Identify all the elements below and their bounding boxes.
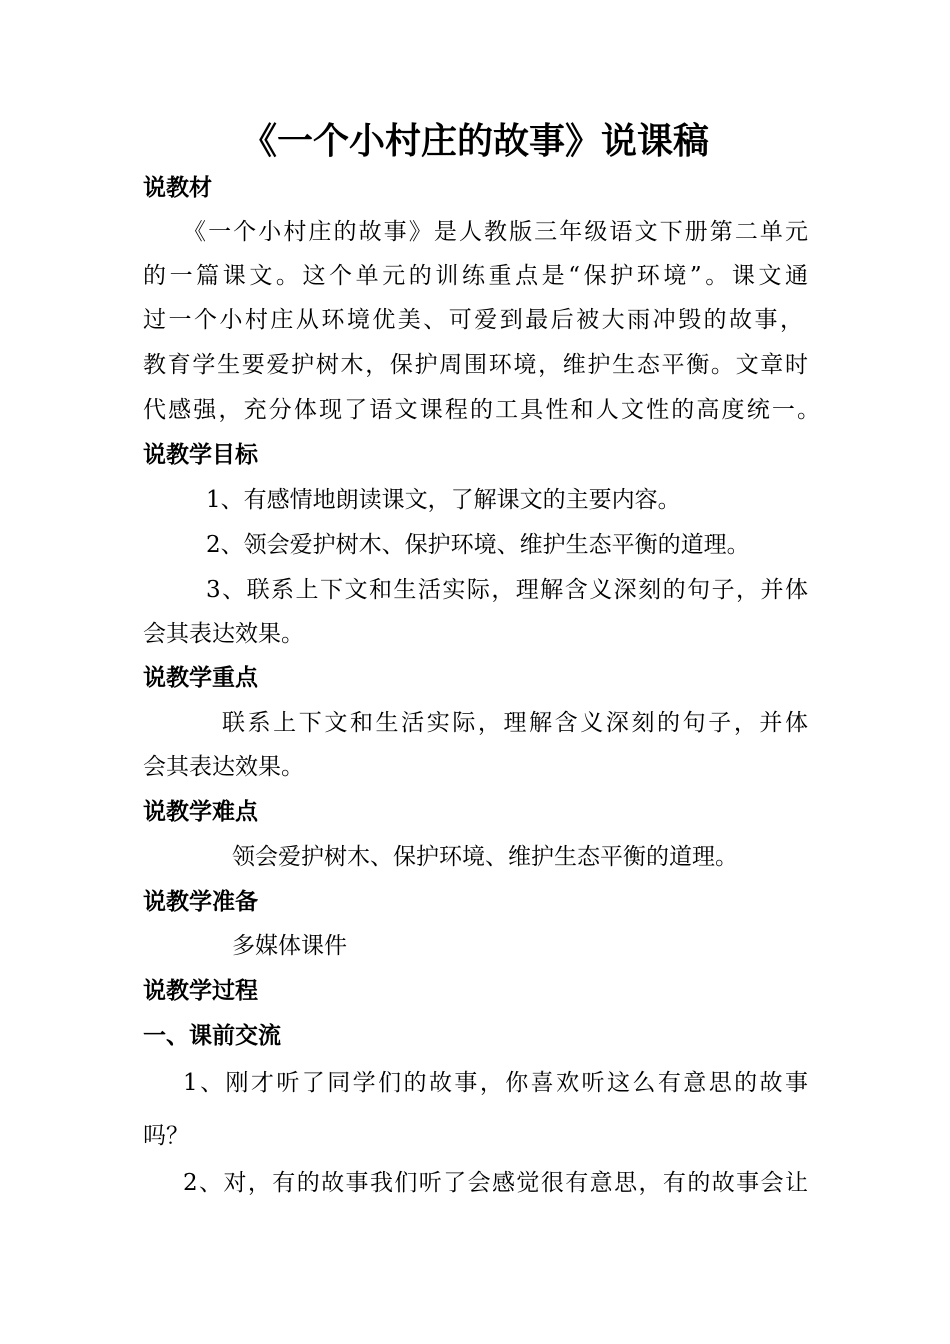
key-point-line: 联系上下文和生活实际，理解含义深刻的句子，并体 xyxy=(222,710,808,736)
document-title: 《一个小村庄的故事》说课稿 xyxy=(240,121,709,162)
paragraph-line: 过一个小村庄从环境优美、可爱到最后被大雨冲毁的故事， xyxy=(143,307,803,333)
section-heading-zhongdian: 说教学重点 xyxy=(143,665,258,691)
process-line: 1、刚才听了同学们的故事，你喜欢听这么有意思的故事 xyxy=(183,1070,808,1096)
key-point-line: 会其表达效果。 xyxy=(143,754,304,780)
objective-item: 2、领会爱护树木、保护环境、维护生态平衡的道理。 xyxy=(206,532,750,558)
paragraph-line: 教育学生要爱护树木，保护周围环境，维护生态平衡。文章时 xyxy=(143,352,808,378)
section-heading-guocheng: 说教学过程 xyxy=(143,978,258,1004)
objective-item: 1、有感情地朗读课文，了解课文的主要内容。 xyxy=(206,487,681,513)
objective-item: 3、联系上下文和生活实际，理解含义深刻的句子，并体 xyxy=(206,577,808,603)
section-heading-jiaocai: 说教材 xyxy=(143,175,212,201)
section-heading-mubiao: 说教学目标 xyxy=(143,442,258,468)
paragraph-line: 的一篇课文。这个单元的训练重点是“保护环境”。课文通 xyxy=(143,263,808,289)
paragraph-line: 《一个小村庄的故事》是人教版三年级语文下册第二单元 xyxy=(183,219,808,245)
process-line: 吗？ xyxy=(143,1123,189,1149)
paragraph-line: 代感强，充分体现了语文课程的工具性和人文性的高度统一。 xyxy=(143,397,820,423)
section-heading-nandian: 说教学难点 xyxy=(143,799,258,825)
difficulty-line: 领会爱护树木、保护环境、维护生态平衡的道理。 xyxy=(232,844,738,870)
preparation-line: 多媒体课件 xyxy=(232,933,347,959)
section-heading-zhunbei: 说教学准备 xyxy=(143,889,258,915)
subsection-heading-jiaoliu: 一、课前交流 xyxy=(143,1023,281,1049)
process-line: 2、对，有的故事我们听了会感觉很有意思，有的故事会让 xyxy=(183,1170,808,1196)
objective-item-continuation: 会其表达效果。 xyxy=(143,621,304,647)
